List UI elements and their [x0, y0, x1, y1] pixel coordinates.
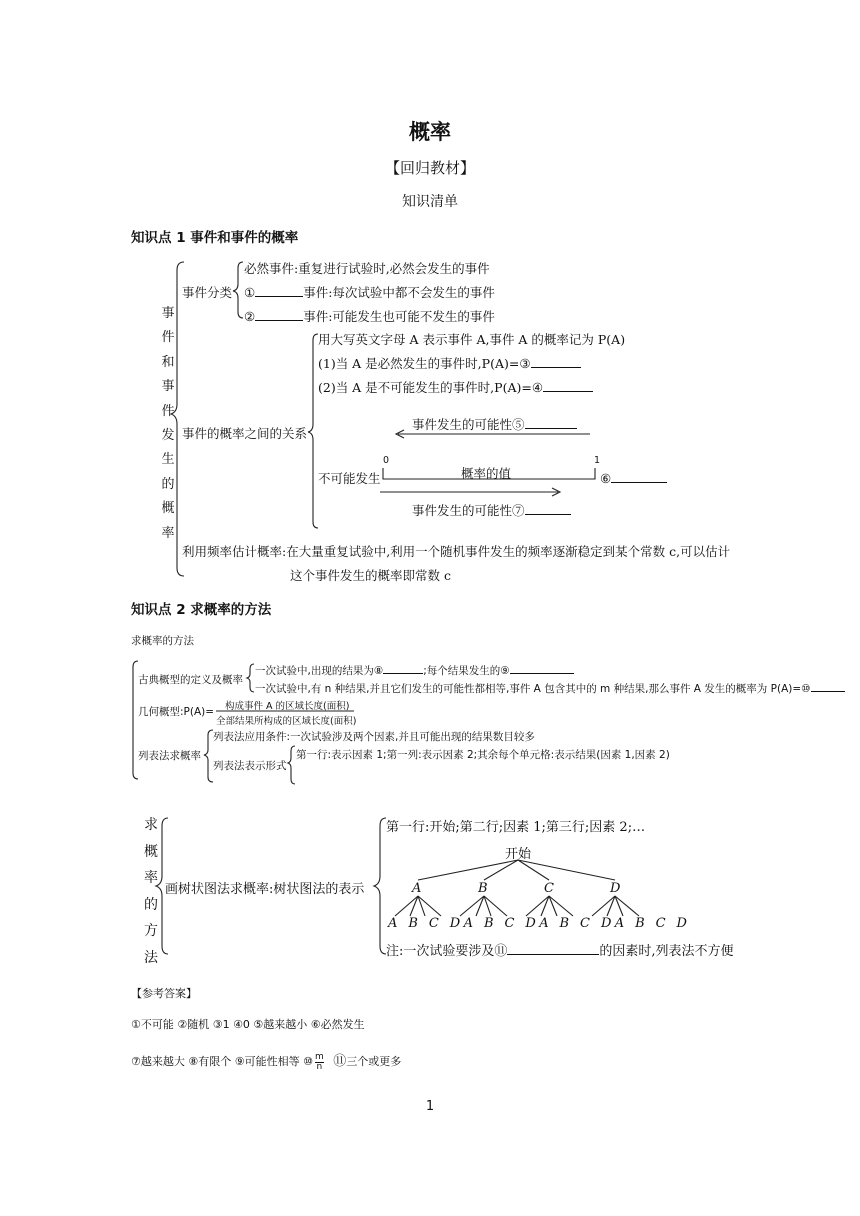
impossible-label: 不可能发生 [318, 471, 381, 486]
blank-2[interactable] [255, 308, 303, 321]
list-form: 列表法表示形式 [213, 760, 287, 772]
scale-zero: 0 [383, 455, 390, 466]
relation-line-3: (2)当 A 是不可能发生的事件时,P(A)=④ [318, 378, 593, 396]
subsection-heading: 知识清单 [402, 194, 458, 210]
section-heading: 【回归教材】 [384, 159, 475, 177]
kp1-heading: 知识点 1 事件和事件的概率 [131, 230, 299, 246]
blank-7[interactable] [525, 502, 571, 515]
tree-node-d: D [610, 881, 621, 896]
list-form-detail: 第一行:表示因素 1;第一列:表示因素 2;其余每个单元格:表示结果(因素 1,因素 2) [296, 749, 670, 761]
relation-line-1: 用大写英文字母 A 表示事件 A,事件 A 的概率记为 P(A) [318, 332, 626, 347]
tree-leaves: A B C DA B C DA B C DA B C D [388, 916, 691, 931]
blank-4[interactable] [543, 379, 593, 392]
tree-branches [395, 896, 639, 916]
frequency-line-2: 这个事件发生的概率即常数 c [290, 568, 451, 583]
tree-node-a: A [412, 881, 422, 896]
list-label: 列表法求概率 [138, 750, 201, 762]
sure-event: 必然事件:重复进行试验时,必然会发生的事件 [244, 261, 490, 276]
tree-node-b: B [478, 881, 488, 896]
page-title: 概率 [409, 120, 451, 144]
arrow-bottom-label: 事件发生的可能性⑦ [412, 501, 571, 519]
blank-11[interactable] [507, 942, 599, 955]
answer-fraction: $\frac{m}{n}$ [314, 1051, 324, 1072]
kp1-root-label: 事件和事件发生的概率 [161, 306, 175, 541]
tree-start: 开始 [505, 847, 532, 862]
blank-6[interactable] [611, 470, 667, 483]
sure-label: ⑥ [600, 470, 667, 486]
tree-row-desc: 第一行:开始;第二行;因素 1;第三行;因素 2;… [386, 820, 646, 835]
relation-label: 事件的概率之间的关系 [182, 426, 308, 441]
blank-1[interactable] [255, 284, 303, 297]
answers-line-1: ①不可能 ②随机 ③1 ④0 ⑤越来越小 ⑥必然发生 [131, 1018, 365, 1031]
classify-label: 事件分类 [182, 285, 233, 300]
geo-denominator: 全部结果所构成的区域长度(面积) [216, 716, 357, 727]
kp2-heading: 知识点 2 求概率的方法 [131, 602, 272, 618]
page-number: 1 [425, 1099, 435, 1114]
answers-heading: 【参考答案】 [131, 987, 197, 1000]
geo-numerator: 构成事件 A 的区域长度(面积) [225, 701, 350, 712]
classic-line-1: 一次试验中,出现的结果为⑧ ;每个结果发生的⑨ [255, 663, 574, 678]
blank-9[interactable] [510, 663, 574, 674]
blank-8[interactable] [383, 663, 423, 674]
answers-line-2: ⑦越来越大 ⑧有限个 ⑨可能性相等 ⑩ $\frac{m}{n}$ ⑪三个或更多 [131, 1051, 402, 1072]
impossible-event: ① 事件:每次试验中都不会发生的事件 [244, 285, 495, 300]
tree-method-label: 画树状图法求概率:树状图法的表示 [165, 882, 365, 897]
tree-root-label: 求概率的方法 [144, 817, 158, 966]
geo-label: 几何概型:P(A)= [138, 706, 215, 718]
arrow-top-label: 事件发生的可能性⑤ [412, 415, 577, 433]
blank-5[interactable] [525, 416, 577, 429]
blank-3[interactable] [531, 355, 581, 368]
methods-label: 求概率的方法 [131, 635, 194, 647]
classic-line-2: 一次试验中,有 n 种结果,并且它们发生的可能性都相等,事件 A 包含其中的 m 种结果,那么事件 A 发生的概率为 P(A)=⑩ [255, 681, 845, 696]
relation-line-2: (1)当 A 是必然发生的事件时,P(A)=③ [318, 354, 581, 372]
blank-10[interactable] [811, 681, 845, 692]
tree-note: 注:一次试验要涉及⑪ 的因素时,列表法不方便 [386, 944, 734, 959]
frequency-line-1: 利用频率估计概率:在大量重复试验中,利用一个随机事件发生的频率逐渐稳定到某个常数 c,可以估计 [182, 544, 731, 559]
tree-node-c: C [544, 881, 554, 896]
prob-value-label: 概率的值 [461, 466, 512, 481]
scale-one: 1 [594, 455, 601, 466]
classic-label: 古典概型的定义及概率 [138, 674, 243, 686]
random-event: ② 事件:可能发生也可能不发生的事件 [244, 309, 495, 324]
list-condition: 列表法应用条件:一次试验涉及两个因素,并且可能出现的结果数目较多 [213, 731, 535, 743]
